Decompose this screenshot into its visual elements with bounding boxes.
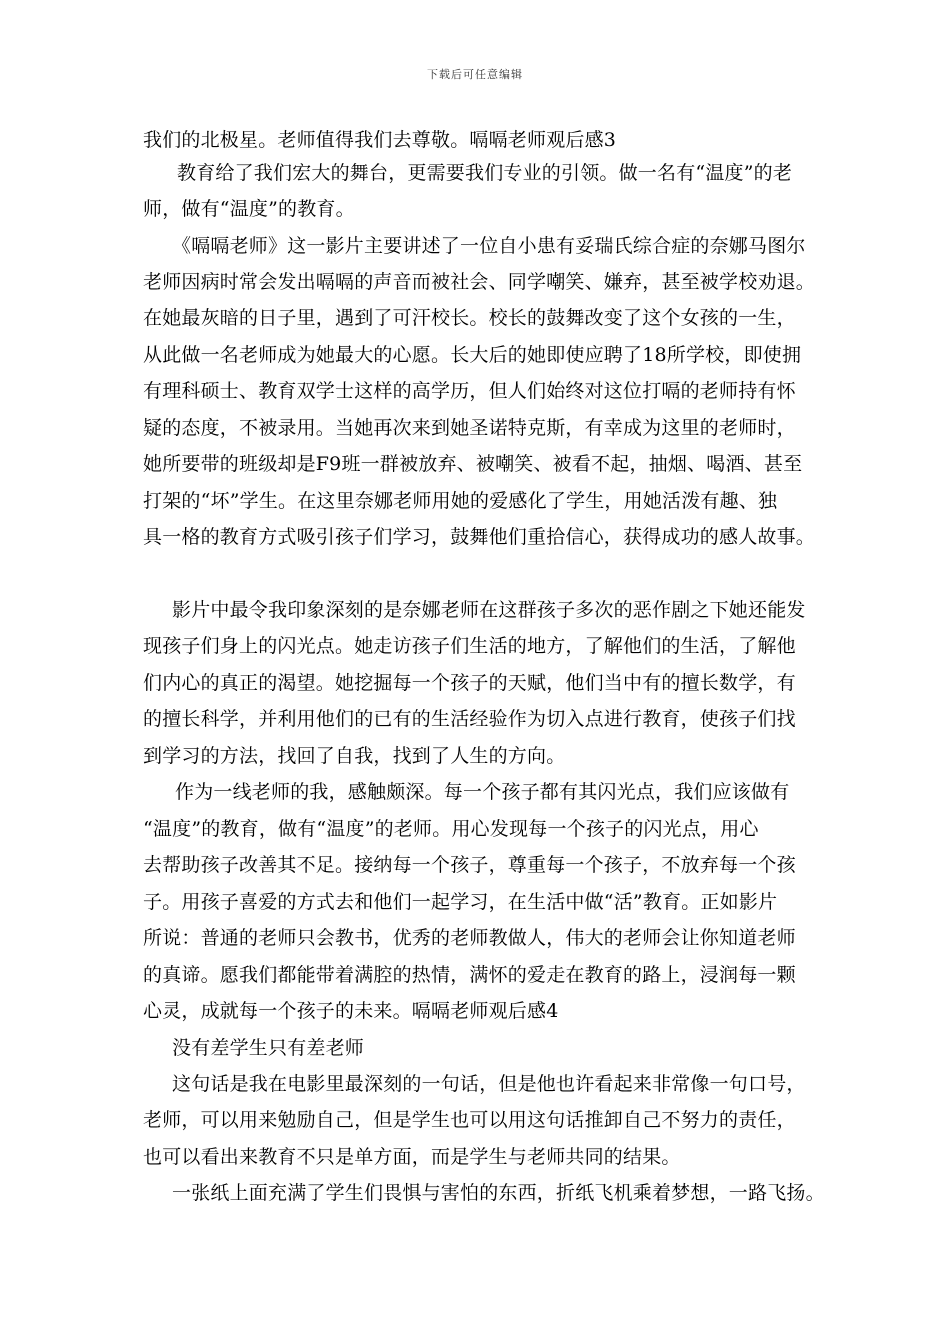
text-line: 打架的“坏”学生。在这里奈娜老师用她的爱感化了学生，用她活泼有趣、独 [143,490,778,512]
text-line: 从此做一名老师成为她最大的心愿。长大后的她即使应聘了18所学校，即使拥 [143,344,802,366]
text-line: 师，做有“温度”的教育。 [143,198,355,220]
text-line: 《嗝嗝老师》这一影片主要讲述了一位自小患有妥瑞氏综合症的奈娜马图尔 [172,235,806,257]
text-line: 心灵，成就每一个孩子的未来。嗝嗝老师观后感4 [143,1000,559,1022]
text-line: 有理科硕士、教育双学士这样的高学历，但人们始终对这位打嗝的老师持有怀 [143,380,796,402]
text-line: 教育给了我们宏大的舞台，更需要我们专业的引领。做一名有“温度”的老 [177,162,793,184]
text-line: 影片中最令我印象深刻的是奈娜老师在这群孩子多次的恶作剧之下她还能发 [172,599,806,621]
text-line: 她所要带的班级却是F9班一群被放弃、被嘲笑、被看不起，抽烟、喝酒、甚至 [143,453,803,475]
text-line: 也可以看出来教育不只是单方面，而是学生与老师共同的结果。 [143,1146,681,1168]
text-line: 疑的态度，不被录用。当她再次来到她圣诺特克斯，有幸成为这里的老师时， [143,417,796,439]
text-line: 们内心的真正的渴望。她挖掘每一个孩子的天赋，他们当中有的擅长数学，有 [143,672,796,694]
text-line: 在她最灰暗的日子里，遇到了可汗校长。校长的鼓舞改变了这个女孩的一生， [143,307,796,329]
text-line: “温度”的教育，做有“温度”的老师。用心发现每一个孩子的闪光点，用心 [143,818,759,840]
text-line: 的擅长科学，并利用他们的已有的生活经验作为切入点进行教育，使孩子们找 [143,708,796,730]
text-line: 一张纸上面充满了学生们畏惧与害怕的东西，折纸飞机乘着梦想，一路飞扬。 [172,1182,825,1204]
text-line: 子。用孩子喜爱的方式去和他们一起学习，在生活中做“活”教育。正如影片 [143,891,778,913]
text-line: 我们的北极星。老师值得我们去尊敬。嗝嗝老师观后感3 [143,129,617,151]
text-line: 具一格的教育方式吸引孩子们学习，鼓舞他们重拾信心，获得成功的感人故事。 [143,526,816,548]
page-header: 下载后可任意编辑 [427,68,523,81]
text-line: 老师因病时常会发出嗝嗝的声音而被社会、同学嘲笑、嫌弃，甚至被学校劝退。 [143,271,816,293]
text-line: 没有差学生只有差老师 [172,1037,365,1059]
text-line: 现孩子们身上的闪光点。她走访孩子们生活的地方，了解他们的生活，了解他 [143,635,796,657]
text-line: 到学习的方法，找回了自我，找到了人生的方向。 [143,745,566,767]
text-line: 作为一线老师的我，感触颇深。每一个孩子都有其闪光点，我们应该做有 [175,781,790,803]
text-line: 去帮助孩子改善其不足。接纳每一个孩子，尊重每一个孩子，不放弃每一个孩 [143,854,796,876]
text-line: 的真谛。愿我们都能带着满腔的热情，满怀的爱走在教育的路上，浸润每一颗 [143,964,796,986]
text-line: 老师，可以用来勉励自己，但是学生也可以用这句话推卸自己不努力的责任， [143,1109,796,1131]
text-line: 这句话是我在电影里最深刻的一句话，但是他也许看起来非常像一句口号， [172,1073,806,1095]
text-line: 所说：普通的老师只会教书，优秀的老师教做人，伟大的老师会让你知道老师 [143,927,796,949]
